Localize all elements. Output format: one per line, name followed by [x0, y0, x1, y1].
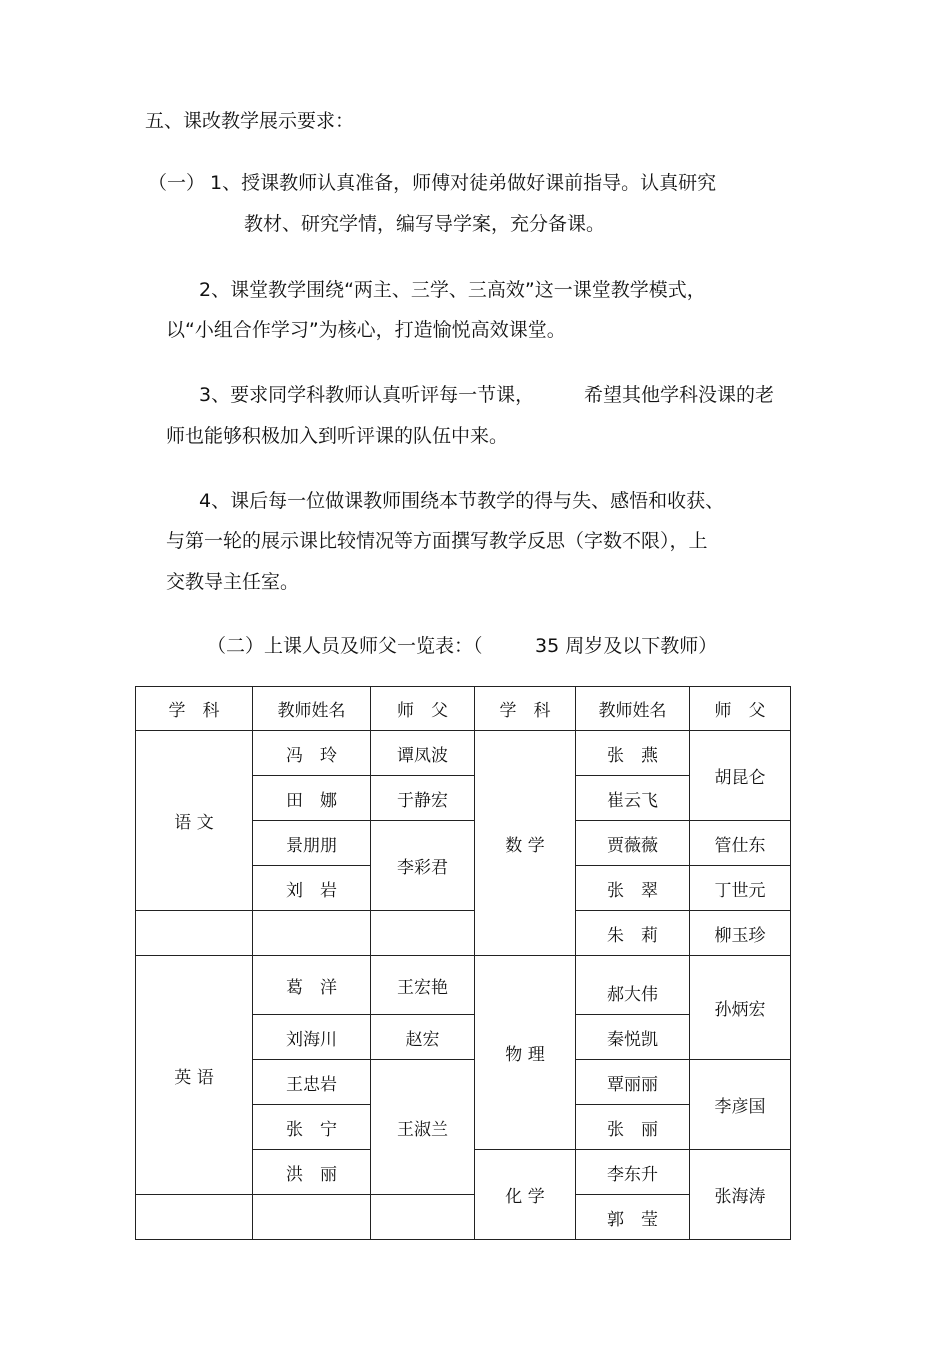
teacher-cell: 王忠岩 [253, 1060, 371, 1105]
header-teacher-right: 教师姓名 [576, 687, 690, 731]
empty-cell [371, 1195, 475, 1240]
item4-line3: 交教导主任室。 [166, 571, 300, 593]
teacher-cell: 田 娜 [253, 776, 371, 821]
item3-line1-a: 3、要求同学科教师认真听评每一节课， [199, 384, 535, 406]
teacher-cell: 葛 洋 [253, 956, 371, 1015]
header-mentor-left: 师 父 [371, 687, 475, 731]
item2-line2: 以“小组合作学习”为核心，打造愉悦高效课堂。 [166, 319, 566, 341]
item4-line1: 4、课后每一位做课教师围绕本节教学的得与失、感悟和收获、 [199, 490, 725, 512]
teacher-cell: 崔云飞 [576, 776, 690, 821]
teacher-cell: 贾薇薇 [576, 821, 690, 866]
teacher-cell: 洪 丽 [253, 1150, 371, 1195]
mentor-cell: 孙炳宏 [690, 956, 791, 1060]
mentor-cell: 张海涛 [690, 1150, 791, 1240]
mentor-cell: 丁世元 [690, 866, 791, 911]
part2-title-b: 35 周岁及以下教师） [535, 635, 718, 657]
subject-cell: 英 语 [136, 956, 253, 1195]
mentor-cell: 管仕东 [690, 821, 791, 866]
empty-cell [371, 911, 475, 956]
mentor-cell: 柳玉珍 [690, 911, 791, 956]
teacher-cell: 秦悦凯 [576, 1015, 690, 1060]
header-subject-right: 学 科 [475, 687, 576, 731]
teacher-cell: 郝大伟 [576, 956, 690, 1015]
teacher-cell: 张 燕 [576, 731, 690, 776]
mentor-cell: 谭凤波 [371, 731, 475, 776]
teacher-cell: 刘海川 [253, 1015, 371, 1060]
item3-line2: 师也能够积极加入到听评课的队伍中来。 [166, 425, 509, 447]
item1-line2: 教材、研究学情，编写导学案，充分备课。 [244, 213, 606, 235]
mentor-cell: 李彦国 [690, 1060, 791, 1150]
teacher-cell: 景朋朋 [253, 821, 371, 866]
mentor-cell: 王宏艳 [371, 956, 475, 1015]
part1-label: （一） [148, 172, 206, 194]
teacher-cell: 刘 岩 [253, 866, 371, 911]
teacher-cell: 朱 莉 [576, 911, 690, 956]
item4-line2: 与第一轮的展示课比较情况等方面撰写教学反思（字数不限），上 [166, 530, 708, 552]
table-row [136, 956, 791, 1015]
mentor-cell: 李彩君 [371, 821, 475, 911]
mentor-cell: 赵宏 [371, 1015, 475, 1060]
subject-cell: 数 学 [475, 731, 576, 956]
header-teacher-left: 教师姓名 [253, 687, 371, 731]
part2-title-a: （二）上课人员及师父一览表：（ [207, 635, 483, 657]
section-title: 五、课改教学展示要求： [145, 110, 355, 132]
item3-line1-b: 希望其他学科没课的老 [584, 384, 775, 406]
teacher-cell: 冯 玲 [253, 731, 371, 776]
table-row [136, 911, 791, 956]
teacher-cell: 张 宁 [253, 1105, 371, 1150]
subject-cell: 语 文 [136, 731, 253, 911]
item1-line1: 1、授课教师认真准备，师傅对徒弟做好课前指导。认真研究 [210, 172, 717, 194]
teacher-cell: 张 丽 [576, 1105, 690, 1150]
table-row [136, 731, 791, 776]
empty-cell [136, 911, 253, 956]
table-header-row [136, 687, 791, 731]
empty-cell [253, 911, 371, 956]
mentor-cell: 于静宏 [371, 776, 475, 821]
mentor-cell: 王淑兰 [371, 1060, 475, 1195]
teacher-cell: 李东升 [576, 1150, 690, 1195]
subject-cell: 物 理 [475, 956, 576, 1150]
item2-line1: 2、课堂教学围绕“两主、三学、三高效”这一课堂教学模式， [199, 279, 706, 301]
teacher-cell: 张 翠 [576, 866, 690, 911]
empty-cell [253, 1195, 371, 1240]
header-subject-left: 学 科 [136, 687, 253, 731]
teacher-cell: 覃丽丽 [576, 1060, 690, 1105]
header-mentor-right: 师 父 [690, 687, 791, 731]
teacher-mentor-table [135, 686, 791, 1240]
teacher-cell: 郭 莹 [576, 1195, 690, 1240]
subject-cell: 化 学 [475, 1150, 576, 1240]
mentor-cell: 胡昆仑 [690, 731, 791, 821]
empty-cell [136, 1195, 253, 1240]
